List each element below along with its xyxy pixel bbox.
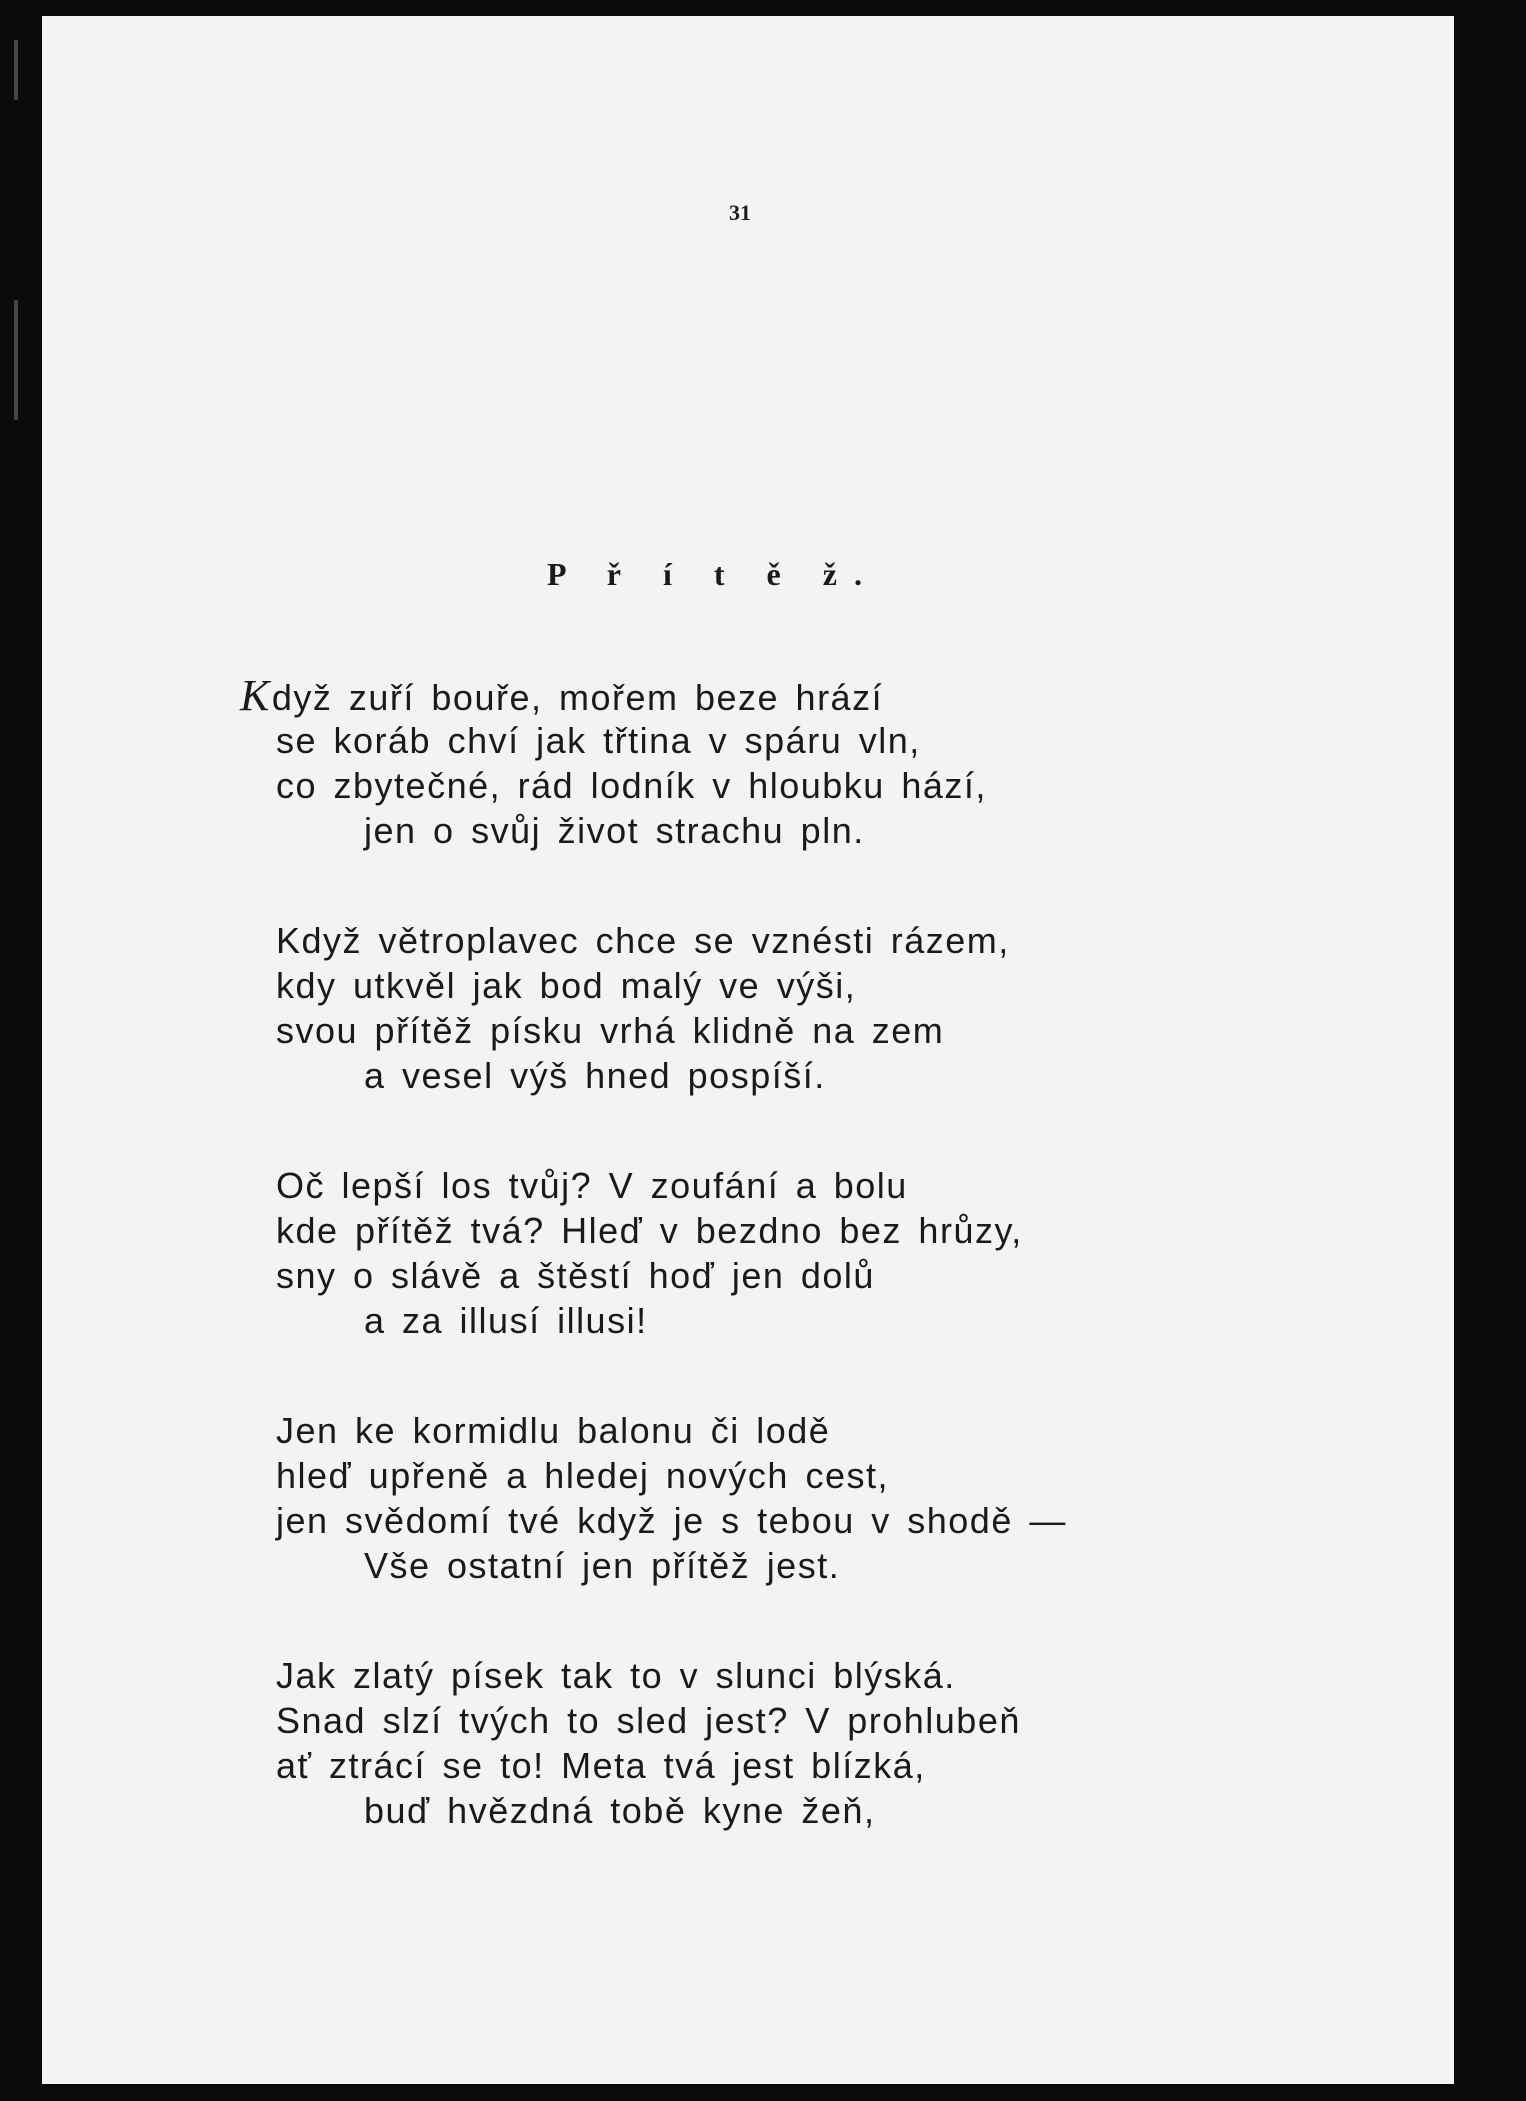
poem-line: a za illusí illusi! (364, 1300, 648, 1341)
poem-line: jen o svůj život strachu pln. (364, 810, 865, 851)
poem-line: kde přítěž tvá? Hleď v bezdno bez hrůzy, (276, 1210, 1023, 1251)
stanza (276, 1653, 1376, 1833)
stanza (240, 671, 1376, 853)
poem-line-text: dyž zuří bouře, mořem beze hrází (271, 677, 884, 718)
poem-line: svou přítěž písku vrhá klidně na zem (276, 1010, 945, 1051)
poem-line: sny o slávě a štěstí hoď jen dolů (276, 1255, 875, 1296)
stanza (276, 1163, 1376, 1343)
poem-body (240, 671, 1376, 1898)
drop-cap: K (240, 671, 271, 720)
poem-line: kdy utkvěl jak bod malý ve výši, (276, 965, 857, 1006)
poem-line: Jen ke kormidlu balonu či lodě (276, 1410, 831, 1451)
poem-title: P ř í t ě ž. (547, 556, 879, 592)
book-page (42, 16, 1454, 2084)
binding-edge-mark (14, 40, 18, 100)
binding-edge-mark (14, 300, 18, 420)
poem-line: Jak zlatý písek tak to v slunci blýská. (276, 1655, 956, 1696)
stanza (276, 1408, 1376, 1588)
poem-line: Oč lepší los tvůj? V zoufání a bolu (276, 1165, 908, 1206)
poem-line: ať ztrácí se to! Meta tvá jest blízká, (276, 1745, 926, 1786)
poem-line: se koráb chví jak třtina v spáru vln, (276, 720, 921, 761)
poem-line: buď hvězdná tobě kyne žeň, (364, 1790, 876, 1831)
stanza (276, 918, 1376, 1098)
poem-line: a vesel výš hned pospíší. (364, 1055, 826, 1096)
poem-line: jen svědomí tvé když je s tebou v shodě — (276, 1500, 1067, 1541)
page-number: 31 (729, 200, 751, 225)
poem-line: Vše ostatní jen přítěž jest. (364, 1545, 841, 1586)
poem-line: co zbytečné, rád lodník v hloubku hází, (276, 765, 987, 806)
poem-line (240, 673, 1376, 718)
poem-line: hleď upřeně a hledej nových cest, (276, 1455, 889, 1496)
poem-line: Když větroplavec chce se vznésti rázem, (276, 920, 1010, 961)
poem-line: Snad slzí tvých to sled jest? V prohlubeň (276, 1700, 1021, 1741)
